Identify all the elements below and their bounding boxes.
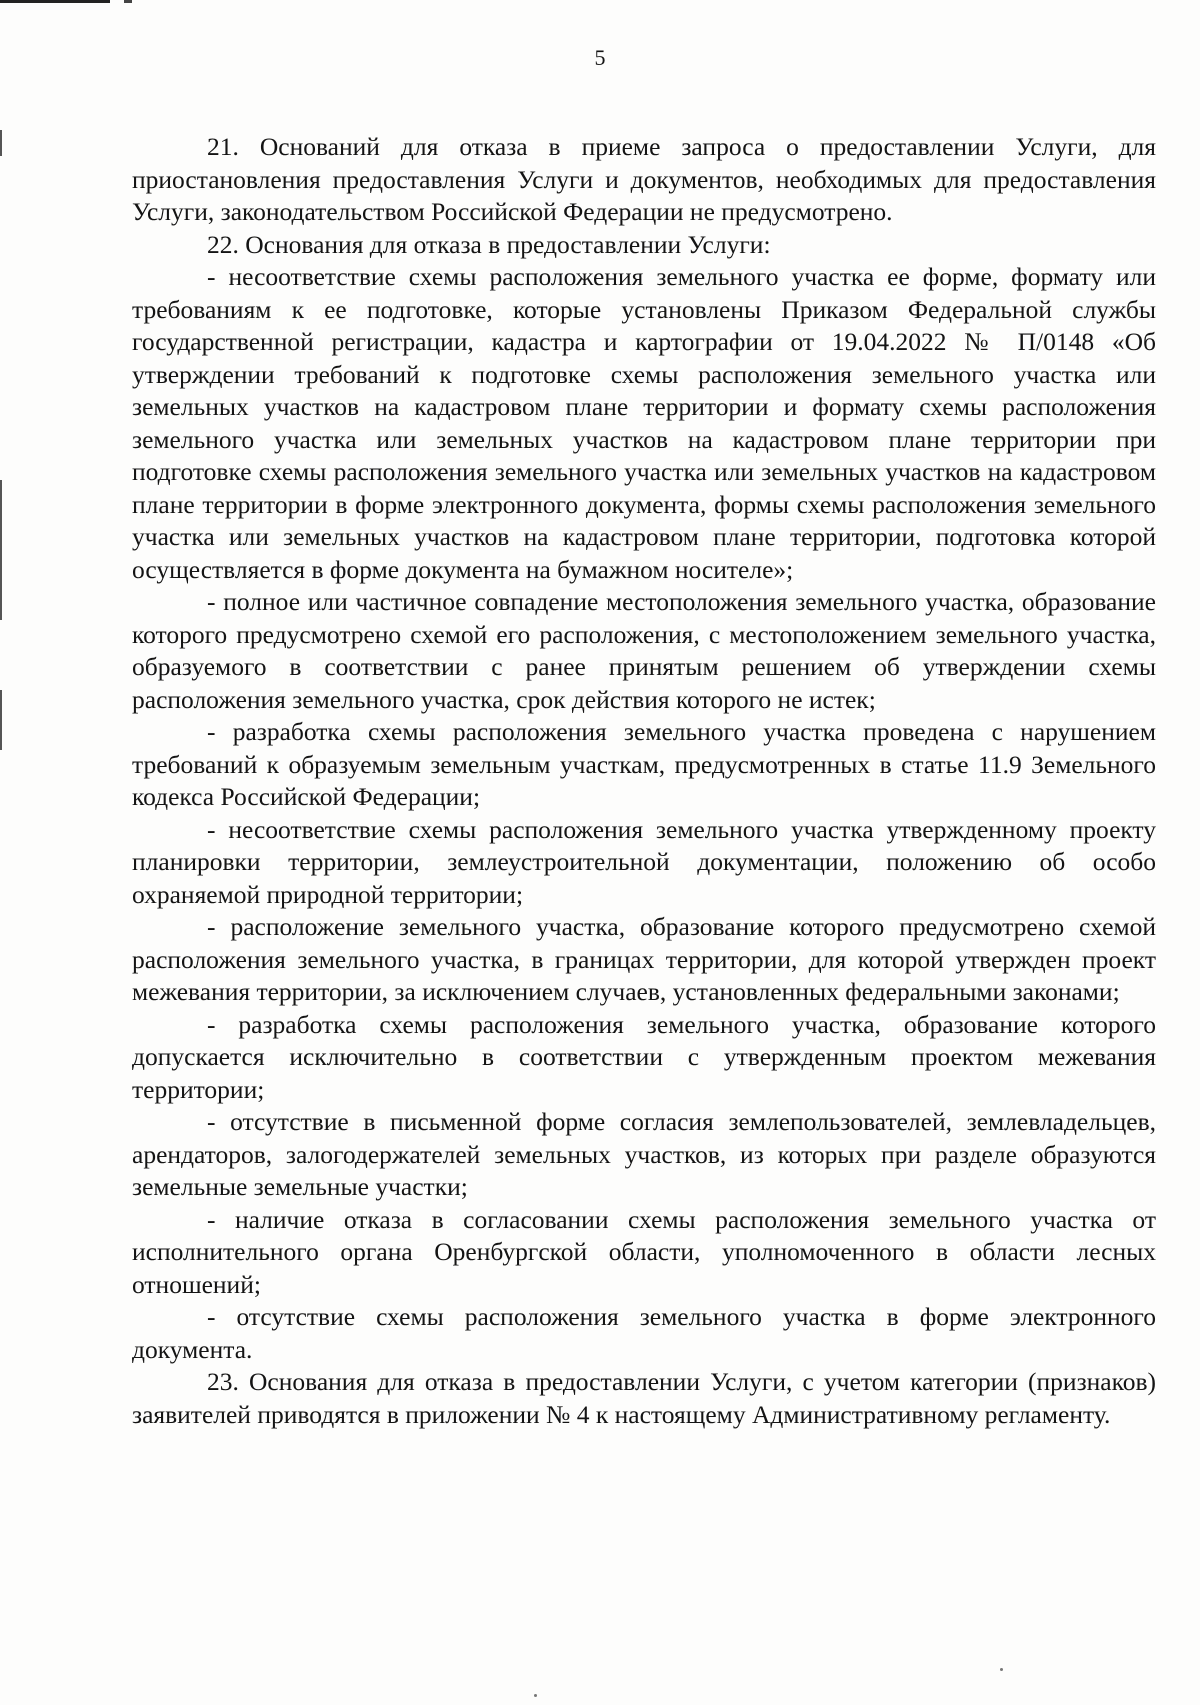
scan-speck bbox=[534, 1694, 537, 1697]
paragraph-23: 23. Основания для отказа в предоставлении Услуги, с учетом категории (признаков) заявителей приводятся в приложении № 4 к настоящему Административному регламенту. bbox=[132, 1367, 1156, 1429]
scan-artifact bbox=[124, 0, 132, 3]
scan-edge-mark bbox=[0, 130, 2, 156]
list-item: - несоответствие схемы расположения земельного участка утвержденному проекту планировки территории, землеустроительной документации, положению об особо охраняемой природной территории; bbox=[132, 814, 1156, 909]
page-number: 5 bbox=[594, 45, 606, 70]
list-item: - полное или частичное совпадение местоположения земельного участка, образование которого предусмотрено схемой его расположения, с местоположением земельного участка, образуемого в соответствии с ранее принятым решением об утверждении схемы расположения земельного участка, срок действия которого не истек; bbox=[132, 587, 1156, 714]
list-item: - отсутствие схемы расположения земельного участка в форме электронного документа. bbox=[132, 1302, 1156, 1364]
list-item: - наличие отказа в согласовании схемы расположения земельного участка от исполнительного органа Оренбургской области, уполномоченного в области лесных отношений; bbox=[132, 1204, 1156, 1299]
list-item: - расположение земельного участка, образование которого предусмотрено схемой расположения земельного участка, в границах территории, для которой утвержден проект межевания территории, за исключением случаев, установленных федеральными законами; bbox=[132, 912, 1156, 1006]
scan-artifact bbox=[0, 0, 110, 3]
list-item: - разработка схемы расположения земельного участка, образование которого допускается исключительно в соответствии с утвержденным проектом межевания территории; bbox=[132, 1009, 1156, 1104]
list-item: - отсутствие в письменной форме согласия землепользователей, землевладельцев, арендаторов, залогодержателей земельных участков, из которых при разделе образуются земельные земельные участки; bbox=[132, 1107, 1156, 1201]
paragraph-21: 21. Оснований для отказа в приеме запроса о предоставлении Услуги, для приостановления предоставления Услуги и документов, необходимых для предоставления Услуги, законодательством Российской Федерации не предусмотрено. bbox=[132, 132, 1156, 226]
list-item: - разработка схемы расположения земельного участка проведена с нарушением требований к образуемым земельным участкам, предусмотренных в статье 11.9 Земельного кодекса Российской Федерации; bbox=[132, 717, 1156, 811]
paragraph-22: 22. Основания для отказа в предоставлении Услуги: bbox=[207, 229, 771, 259]
scan-edge-mark bbox=[0, 480, 2, 620]
document-body bbox=[132, 131, 1156, 1431]
list-item: - несоответствие схемы расположения земельного участка ее форме, формату или требованиям к ее подготовке, которые установлены Приказом Федеральной службы государственной регистрации, кадастра и картографии от 19.04.2022 № П/0148 «Об утверждении требований к подготовке схемы расположения земельного участка или земельных участков на кадастровом плане территории и формату схемы расположения земельного участка или земельных участков на кадастровом плане территории при подготовке схемы расположения земельного участка или земельных участков на кадастровом плане территории в форме электронного документа, формы схемы расположения земельного участка или земельных участков на кадастровом плане территории, подготовка которой осуществляется в форме документа на бумажном носителе»; bbox=[132, 262, 1156, 584]
scan-edge-mark bbox=[0, 690, 2, 750]
scan-speck bbox=[1000, 1668, 1003, 1671]
